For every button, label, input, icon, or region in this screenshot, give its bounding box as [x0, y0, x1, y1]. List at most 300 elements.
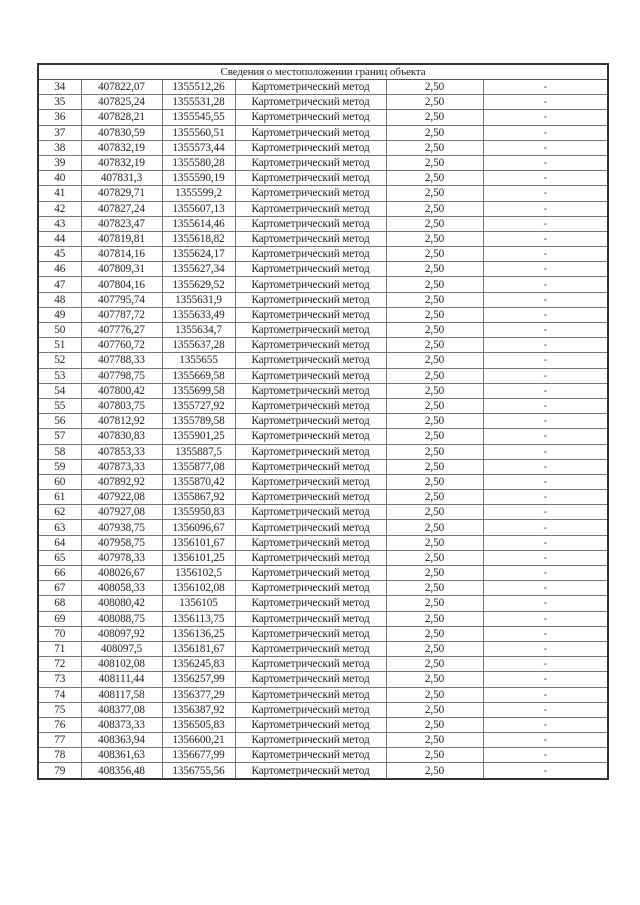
y-coordinate-cell: 1355531,28: [162, 95, 235, 110]
y-coordinate-cell: 1355580,28: [162, 155, 235, 170]
accuracy-cell: 2,50: [386, 672, 483, 687]
y-coordinate-cell: 1355901,25: [162, 429, 235, 444]
x-coordinate-cell: 408080,42: [81, 596, 162, 611]
note-cell: -: [483, 140, 608, 155]
x-coordinate-cell: 408363,94: [81, 733, 162, 748]
y-coordinate-cell: 1356113,75: [162, 611, 235, 626]
method-cell: Картометрический метод: [235, 383, 386, 398]
note-cell: -: [483, 748, 608, 763]
x-coordinate-cell: 407873,33: [81, 459, 162, 474]
y-coordinate-cell: 1355545,55: [162, 110, 235, 125]
y-coordinate-cell: 1356505,83: [162, 717, 235, 732]
y-coordinate-cell: 1355560,51: [162, 125, 235, 140]
table-row: [38, 566, 608, 581]
table-row: [38, 414, 608, 429]
point-number-cell: 56: [38, 414, 81, 429]
note-cell: -: [483, 171, 608, 186]
note-cell: -: [483, 717, 608, 732]
accuracy-cell: 2,50: [386, 368, 483, 383]
note-cell: -: [483, 641, 608, 656]
method-cell: Картометрический метод: [235, 444, 386, 459]
x-coordinate-cell: 407804,16: [81, 277, 162, 292]
x-coordinate-cell: 408058,33: [81, 581, 162, 596]
accuracy-cell: 2,50: [386, 596, 483, 611]
method-cell: Картометрический метод: [235, 398, 386, 413]
x-coordinate-cell: 407978,33: [81, 550, 162, 565]
method-cell: Картометрический метод: [235, 626, 386, 641]
point-number-cell: 38: [38, 140, 81, 155]
point-number-cell: 76: [38, 717, 81, 732]
y-coordinate-cell: 1355950,83: [162, 505, 235, 520]
note-cell: -: [483, 323, 608, 338]
point-number-cell: 73: [38, 672, 81, 687]
table-row: [38, 596, 608, 611]
point-number-cell: 48: [38, 292, 81, 307]
y-coordinate-cell: 1355573,44: [162, 140, 235, 155]
table-row: [38, 611, 608, 626]
table-row: [38, 474, 608, 489]
method-cell: Картометрический метод: [235, 429, 386, 444]
method-cell: Картометрический метод: [235, 520, 386, 535]
x-coordinate-cell: 407812,92: [81, 414, 162, 429]
note-cell: -: [483, 201, 608, 216]
y-coordinate-cell: 1355629,52: [162, 277, 235, 292]
method-cell: Картометрический метод: [235, 262, 386, 277]
x-coordinate-cell: 407798,75: [81, 368, 162, 383]
accuracy-cell: 2,50: [386, 459, 483, 474]
x-coordinate-cell: 407830,59: [81, 125, 162, 140]
y-coordinate-cell: 1355618,82: [162, 231, 235, 246]
accuracy-cell: 2,50: [386, 581, 483, 596]
y-coordinate-cell: 1356245,83: [162, 657, 235, 672]
note-cell: -: [483, 414, 608, 429]
note-cell: -: [483, 231, 608, 246]
point-number-cell: 79: [38, 763, 81, 779]
table-row: [38, 292, 608, 307]
note-cell: -: [483, 95, 608, 110]
table-row: [38, 247, 608, 262]
note-cell: -: [483, 125, 608, 140]
note-cell: -: [483, 277, 608, 292]
point-number-cell: 64: [38, 535, 81, 550]
point-number-cell: 41: [38, 186, 81, 201]
x-coordinate-cell: 408088,75: [81, 611, 162, 626]
accuracy-cell: 2,50: [386, 641, 483, 656]
y-coordinate-cell: 1355637,28: [162, 338, 235, 353]
table-title: Сведения о местоположении границ объекта: [38, 64, 608, 80]
note-cell: -: [483, 550, 608, 565]
note-cell: -: [483, 383, 608, 398]
accuracy-cell: 2,50: [386, 186, 483, 201]
point-number-cell: 65: [38, 550, 81, 565]
note-cell: -: [483, 110, 608, 125]
x-coordinate-cell: 407803,75: [81, 398, 162, 413]
x-coordinate-cell: 407958,75: [81, 535, 162, 550]
x-coordinate-cell: 407832,19: [81, 155, 162, 170]
method-cell: Картометрический метод: [235, 611, 386, 626]
point-number-cell: 42: [38, 201, 81, 216]
y-coordinate-cell: 1356600,21: [162, 733, 235, 748]
point-number-cell: 68: [38, 596, 81, 611]
point-number-cell: 36: [38, 110, 81, 125]
y-coordinate-cell: 1356755,56: [162, 763, 235, 779]
y-coordinate-cell: 1355512,26: [162, 80, 235, 95]
point-number-cell: 55: [38, 398, 81, 413]
point-number-cell: 45: [38, 247, 81, 262]
table-row: [38, 429, 608, 444]
method-cell: Картометрический метод: [235, 140, 386, 155]
accuracy-cell: 2,50: [386, 95, 483, 110]
note-cell: -: [483, 474, 608, 489]
method-cell: Картометрический метод: [235, 110, 386, 125]
table-row: [38, 186, 608, 201]
note-cell: -: [483, 505, 608, 520]
point-number-cell: 43: [38, 216, 81, 231]
method-cell: Картометрический метод: [235, 155, 386, 170]
x-coordinate-cell: 408097,92: [81, 626, 162, 641]
table-row: [38, 702, 608, 717]
table-row: [38, 353, 608, 368]
note-cell: -: [483, 444, 608, 459]
accuracy-cell: 2,50: [386, 247, 483, 262]
method-cell: Картометрический метод: [235, 733, 386, 748]
point-number-cell: 61: [38, 490, 81, 505]
table-row: [38, 626, 608, 641]
method-cell: Картометрический метод: [235, 186, 386, 201]
note-cell: -: [483, 626, 608, 641]
x-coordinate-cell: 407787,72: [81, 307, 162, 322]
y-coordinate-cell: 1355877,08: [162, 459, 235, 474]
point-number-cell: 58: [38, 444, 81, 459]
accuracy-cell: 2,50: [386, 323, 483, 338]
point-number-cell: 35: [38, 95, 81, 110]
method-cell: Картометрический метод: [235, 307, 386, 322]
accuracy-cell: 2,50: [386, 702, 483, 717]
accuracy-cell: 2,50: [386, 307, 483, 322]
table-row: [38, 398, 608, 413]
method-cell: Картометрический метод: [235, 231, 386, 246]
x-coordinate-cell: 407788,33: [81, 353, 162, 368]
table-row: [38, 459, 608, 474]
table-body: [38, 80, 608, 779]
point-number-cell: 63: [38, 520, 81, 535]
y-coordinate-cell: 1355614,46: [162, 216, 235, 231]
accuracy-cell: 2,50: [386, 474, 483, 489]
point-number-cell: 57: [38, 429, 81, 444]
method-cell: Картометрический метод: [235, 125, 386, 140]
table-row: [38, 110, 608, 125]
x-coordinate-cell: 407829,71: [81, 186, 162, 201]
y-coordinate-cell: 1355590,19: [162, 171, 235, 186]
x-coordinate-cell: 407922,08: [81, 490, 162, 505]
point-number-cell: 40: [38, 171, 81, 186]
note-cell: -: [483, 596, 608, 611]
table-row: [38, 155, 608, 170]
method-cell: Картометрический метод: [235, 490, 386, 505]
note-cell: -: [483, 520, 608, 535]
note-cell: -: [483, 429, 608, 444]
x-coordinate-cell: 407927,08: [81, 505, 162, 520]
table-row: [38, 201, 608, 216]
note-cell: -: [483, 155, 608, 170]
note-cell: -: [483, 398, 608, 413]
accuracy-cell: 2,50: [386, 429, 483, 444]
method-cell: Картометрический метод: [235, 717, 386, 732]
point-number-cell: 37: [38, 125, 81, 140]
table-row: [38, 520, 608, 535]
point-number-cell: 52: [38, 353, 81, 368]
table-row: [38, 171, 608, 186]
method-cell: Картометрический метод: [235, 550, 386, 565]
point-number-cell: 66: [38, 566, 81, 581]
x-coordinate-cell: 407819,81: [81, 231, 162, 246]
x-coordinate-cell: 408356,48: [81, 763, 162, 779]
x-coordinate-cell: 407809,31: [81, 262, 162, 277]
accuracy-cell: 2,50: [386, 505, 483, 520]
point-number-cell: 47: [38, 277, 81, 292]
note-cell: -: [483, 307, 608, 322]
method-cell: Картометрический метод: [235, 353, 386, 368]
x-coordinate-cell: 407822,07: [81, 80, 162, 95]
table-row: [38, 717, 608, 732]
table-row: [38, 748, 608, 763]
point-number-cell: 54: [38, 383, 81, 398]
y-coordinate-cell: 1355627,34: [162, 262, 235, 277]
note-cell: -: [483, 581, 608, 596]
point-number-cell: 59: [38, 459, 81, 474]
method-cell: Картометрический метод: [235, 414, 386, 429]
table-row: [38, 140, 608, 155]
table-row: [38, 657, 608, 672]
accuracy-cell: 2,50: [386, 550, 483, 565]
method-cell: Картометрический метод: [235, 702, 386, 717]
table-row: [38, 550, 608, 565]
accuracy-cell: 2,50: [386, 520, 483, 535]
y-coordinate-cell: 1355624,17: [162, 247, 235, 262]
accuracy-cell: 2,50: [386, 231, 483, 246]
table-row: [38, 505, 608, 520]
method-cell: Картометрический метод: [235, 368, 386, 383]
x-coordinate-cell: 407825,24: [81, 95, 162, 110]
method-cell: Картометрический метод: [235, 596, 386, 611]
x-coordinate-cell: 407760,72: [81, 338, 162, 353]
method-cell: Картометрический метод: [235, 474, 386, 489]
point-number-cell: 49: [38, 307, 81, 322]
y-coordinate-cell: 1356101,67: [162, 535, 235, 550]
note-cell: -: [483, 262, 608, 277]
note-cell: -: [483, 353, 608, 368]
y-coordinate-cell: 1356181,67: [162, 641, 235, 656]
x-coordinate-cell: 408373,33: [81, 717, 162, 732]
accuracy-cell: 2,50: [386, 383, 483, 398]
note-cell: -: [483, 368, 608, 383]
table-row: [38, 231, 608, 246]
point-number-cell: 50: [38, 323, 81, 338]
x-coordinate-cell: 407830,83: [81, 429, 162, 444]
y-coordinate-cell: 1356136,25: [162, 626, 235, 641]
accuracy-cell: 2,50: [386, 733, 483, 748]
accuracy-cell: 2,50: [386, 398, 483, 413]
accuracy-cell: 2,50: [386, 277, 483, 292]
y-coordinate-cell: 1355887,5: [162, 444, 235, 459]
y-coordinate-cell: 1356387,92: [162, 702, 235, 717]
y-coordinate-cell: 1355633,49: [162, 307, 235, 322]
note-cell: -: [483, 216, 608, 231]
point-number-cell: 53: [38, 368, 81, 383]
y-coordinate-cell: 1356257,99: [162, 672, 235, 687]
method-cell: Картометрический метод: [235, 657, 386, 672]
point-number-cell: 62: [38, 505, 81, 520]
y-coordinate-cell: 1355699,58: [162, 383, 235, 398]
accuracy-cell: 2,50: [386, 262, 483, 277]
table-row: [38, 763, 608, 779]
note-cell: -: [483, 80, 608, 95]
table-row: [38, 535, 608, 550]
table-row: [38, 383, 608, 398]
accuracy-cell: 2,50: [386, 535, 483, 550]
accuracy-cell: 2,50: [386, 566, 483, 581]
point-number-cell: 78: [38, 748, 81, 763]
note-cell: -: [483, 186, 608, 201]
table-row: [38, 581, 608, 596]
table-row: [38, 641, 608, 656]
accuracy-cell: 2,50: [386, 657, 483, 672]
method-cell: Картометрический метод: [235, 171, 386, 186]
table-row: [38, 125, 608, 140]
method-cell: Картометрический метод: [235, 748, 386, 763]
accuracy-cell: 2,50: [386, 353, 483, 368]
x-coordinate-cell: 407800,42: [81, 383, 162, 398]
table-row: [38, 262, 608, 277]
x-coordinate-cell: 407776,27: [81, 323, 162, 338]
method-cell: Картометрический метод: [235, 641, 386, 656]
x-coordinate-cell: 408097,5: [81, 641, 162, 656]
x-coordinate-cell: 407892,92: [81, 474, 162, 489]
note-cell: -: [483, 292, 608, 307]
table-row: [38, 687, 608, 702]
table-row: [38, 338, 608, 353]
table-row: [38, 323, 608, 338]
table-row: [38, 368, 608, 383]
y-coordinate-cell: 1355789,58: [162, 414, 235, 429]
x-coordinate-cell: 408026,67: [81, 566, 162, 581]
table-row: [38, 277, 608, 292]
x-coordinate-cell: 407827,24: [81, 201, 162, 216]
boundary-coordinates-table: [37, 63, 609, 780]
y-coordinate-cell: 1355634,7: [162, 323, 235, 338]
method-cell: Картометрический метод: [235, 687, 386, 702]
point-number-cell: 67: [38, 581, 81, 596]
point-number-cell: 77: [38, 733, 81, 748]
point-number-cell: 71: [38, 641, 81, 656]
accuracy-cell: 2,50: [386, 171, 483, 186]
note-cell: -: [483, 459, 608, 474]
accuracy-cell: 2,50: [386, 490, 483, 505]
x-coordinate-cell: 407795,74: [81, 292, 162, 307]
point-number-cell: 44: [38, 231, 81, 246]
note-cell: -: [483, 611, 608, 626]
table-row: [38, 672, 608, 687]
note-cell: -: [483, 566, 608, 581]
point-number-cell: 72: [38, 657, 81, 672]
table-row: [38, 95, 608, 110]
accuracy-cell: 2,50: [386, 125, 483, 140]
point-number-cell: 60: [38, 474, 81, 489]
note-cell: -: [483, 702, 608, 717]
point-number-cell: 34: [38, 80, 81, 95]
y-coordinate-cell: 1355727,92: [162, 398, 235, 413]
method-cell: Картометрический метод: [235, 247, 386, 262]
accuracy-cell: 2,50: [386, 414, 483, 429]
table-row: [38, 307, 608, 322]
method-cell: Картометрический метод: [235, 505, 386, 520]
x-coordinate-cell: 408117,58: [81, 687, 162, 702]
x-coordinate-cell: 408102,08: [81, 657, 162, 672]
y-coordinate-cell: 1356102,5: [162, 566, 235, 581]
method-cell: Картометрический метод: [235, 566, 386, 581]
point-number-cell: 70: [38, 626, 81, 641]
method-cell: Картометрический метод: [235, 95, 386, 110]
x-coordinate-cell: 408361,63: [81, 748, 162, 763]
method-cell: Картометрический метод: [235, 323, 386, 338]
y-coordinate-cell: 1355599,2: [162, 186, 235, 201]
accuracy-cell: 2,50: [386, 338, 483, 353]
method-cell: Картометрический метод: [235, 672, 386, 687]
method-cell: Картометрический метод: [235, 80, 386, 95]
note-cell: -: [483, 247, 608, 262]
accuracy-cell: 2,50: [386, 292, 483, 307]
table-row: [38, 216, 608, 231]
accuracy-cell: 2,50: [386, 748, 483, 763]
note-cell: -: [483, 490, 608, 505]
accuracy-cell: 2,50: [386, 80, 483, 95]
point-number-cell: 51: [38, 338, 81, 353]
method-cell: Картометрический метод: [235, 763, 386, 779]
y-coordinate-cell: 1355607,13: [162, 201, 235, 216]
accuracy-cell: 2,50: [386, 216, 483, 231]
y-coordinate-cell: 1355867,92: [162, 490, 235, 505]
table-row: [38, 444, 608, 459]
accuracy-cell: 2,50: [386, 687, 483, 702]
method-cell: Картометрический метод: [235, 292, 386, 307]
method-cell: Картометрический метод: [235, 581, 386, 596]
method-cell: Картометрический метод: [235, 201, 386, 216]
note-cell: -: [483, 763, 608, 779]
y-coordinate-cell: 1355669,58: [162, 368, 235, 383]
method-cell: Картометрический метод: [235, 338, 386, 353]
y-coordinate-cell: 1356102,08: [162, 581, 235, 596]
x-coordinate-cell: 407831,3: [81, 171, 162, 186]
method-cell: Картометрический метод: [235, 459, 386, 474]
table-title-row: [38, 64, 608, 80]
y-coordinate-cell: 1355655: [162, 353, 235, 368]
accuracy-cell: 2,50: [386, 110, 483, 125]
accuracy-cell: 2,50: [386, 155, 483, 170]
x-coordinate-cell: 408111,44: [81, 672, 162, 687]
x-coordinate-cell: 407828,21: [81, 110, 162, 125]
accuracy-cell: 2,50: [386, 626, 483, 641]
point-number-cell: 74: [38, 687, 81, 702]
y-coordinate-cell: 1356101,25: [162, 550, 235, 565]
method-cell: Картометрический метод: [235, 277, 386, 292]
point-number-cell: 69: [38, 611, 81, 626]
note-cell: -: [483, 687, 608, 702]
note-cell: -: [483, 733, 608, 748]
x-coordinate-cell: 407832,19: [81, 140, 162, 155]
accuracy-cell: 2,50: [386, 444, 483, 459]
point-number-cell: 39: [38, 155, 81, 170]
method-cell: Картометрический метод: [235, 216, 386, 231]
